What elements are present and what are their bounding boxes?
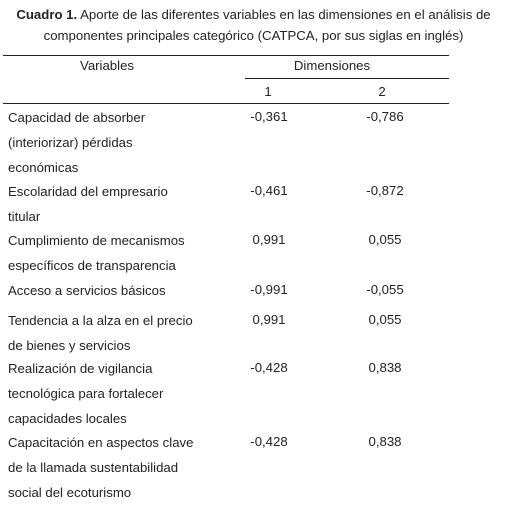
row-label	[8, 179, 233, 229]
header-dim-2: 2	[378, 84, 386, 99]
caption-label: Cuadro 1.	[16, 7, 78, 22]
header-bottom-rule	[3, 103, 449, 104]
dim1-value: 0,991	[252, 232, 286, 247]
row-label	[8, 278, 233, 303]
row-label	[8, 356, 233, 431]
row-label	[8, 430, 233, 505]
caption-text-1: Aporte de las diferentes variables en las dimensiones en el análisis de	[77, 7, 491, 22]
caption-line-2: componentes principales categórico (CATPCA, por sus siglas en inglés)	[43, 28, 464, 43]
dim1-value: -0,461	[250, 183, 288, 198]
dim1-value: -0,428	[250, 360, 288, 375]
header-dim-1: 1	[264, 84, 272, 99]
row-label-line: Tendencia a la alza en el precio	[8, 313, 193, 328]
row-label	[8, 105, 233, 180]
row-label-line: económicas	[8, 160, 79, 175]
dim2-value: 0,838	[368, 434, 402, 449]
caption-line-1	[0, 4, 507, 25]
dim2-value: 0,838	[368, 360, 402, 375]
dim2-value: 0,055	[368, 232, 402, 247]
dim2-value: 0,055	[368, 312, 402, 327]
row-label	[8, 228, 233, 278]
header-dimensions: Dimensiones	[293, 58, 371, 73]
row-label-line: capacidades locales	[8, 411, 127, 426]
dim1-value: -0,428	[250, 434, 288, 449]
row-label-line: Realización de vigilancia	[8, 361, 153, 376]
row-label-line: de bienes y servicios	[8, 338, 131, 353]
dimensions-rule	[245, 78, 449, 79]
dim2-value: -0,786	[366, 109, 404, 124]
row-label-line: Acceso a servicios básicos	[8, 283, 166, 298]
row-label-line: Cumplimiento de mecanismos	[8, 233, 185, 248]
row-label-line: titular	[8, 209, 41, 224]
dim1-value: -0,991	[250, 282, 288, 297]
row-label-line: Escolaridad del empresario	[8, 184, 168, 199]
table-caption	[0, 4, 507, 46]
row-label-line: tecnológica para fortalecer	[8, 386, 164, 401]
header-variables: Variables	[80, 58, 134, 73]
row-label-line: Capacidad de absorber	[8, 110, 146, 125]
row-label-line: (interiorizar) pérdidas	[8, 135, 133, 150]
top-rule	[3, 55, 449, 56]
row-label-line: social del ecoturismo	[8, 485, 132, 500]
row-label-line: específicos de transparencia	[8, 258, 176, 273]
row-label	[8, 308, 233, 358]
row-label-line: Capacitación en aspectos clave	[8, 435, 194, 450]
dim1-value: -0,361	[250, 109, 288, 124]
row-label-line: de la llamada sustentabilidad	[8, 460, 179, 475]
dim1-value: 0,991	[252, 312, 286, 327]
dim2-value: -0,872	[366, 183, 404, 198]
dim2-value: -0,055	[366, 282, 404, 297]
